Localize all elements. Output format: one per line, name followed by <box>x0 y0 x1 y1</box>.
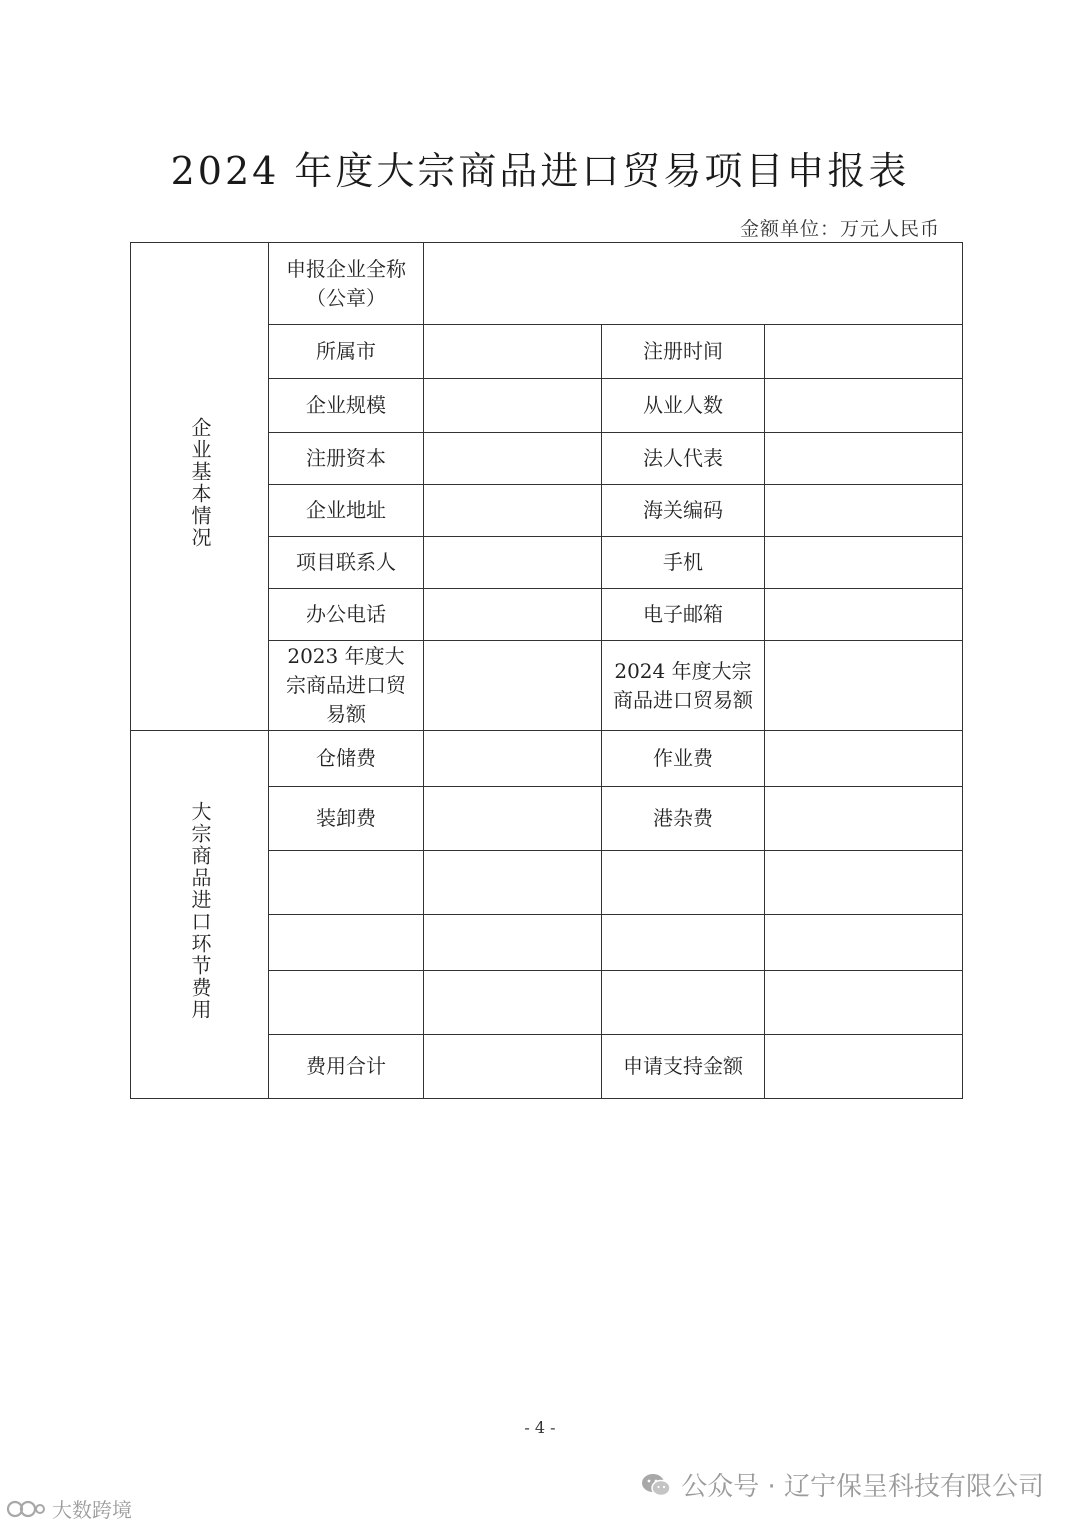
company-name-label-cell <box>269 243 424 325</box>
operation-fee-field[interactable] <box>765 731 963 787</box>
trade-2023-field[interactable] <box>424 641 602 731</box>
trade-2024-label: 2024 年度大宗商品进口贸易额 <box>613 658 753 712</box>
loading-fee-field[interactable] <box>424 787 602 851</box>
project-contact-field[interactable] <box>424 537 602 589</box>
wechat-icon <box>641 1472 671 1498</box>
project-contact-label: 项目联系人 <box>269 537 424 589</box>
storage-fee-label: 仓储费 <box>269 731 424 787</box>
blank-field[interactable] <box>424 971 602 1035</box>
blank-field[interactable] <box>765 915 963 971</box>
section-basic-info-cell <box>131 243 269 731</box>
company-name-field[interactable] <box>424 243 963 325</box>
legal-representative-label: 法人代表 <box>602 433 765 485</box>
total-fees-label: 费用合计 <box>269 1035 424 1099</box>
company-scale-label: 企业规模 <box>269 379 424 433</box>
blank-label-cell[interactable] <box>269 915 424 971</box>
total-fees-field[interactable] <box>424 1035 602 1099</box>
amount-unit-note: 金额单位：万元人民币 <box>739 218 940 240</box>
company-name-label: 申报企业全称（公章） <box>286 256 406 310</box>
company-scale-field[interactable] <box>424 379 602 433</box>
form-title: 2024 年度大宗商品进口贸易项目申报表 <box>170 149 910 193</box>
table-row <box>131 243 963 325</box>
section-fees-label: 大宗商品进口环节费用 <box>188 800 212 1021</box>
blank-label-cell[interactable] <box>602 915 765 971</box>
email-label: 电子邮箱 <box>602 589 765 641</box>
port-misc-fee-label: 港杂费 <box>602 787 765 851</box>
blank-label-cell[interactable] <box>602 851 765 915</box>
blank-label-cell[interactable] <box>269 851 424 915</box>
application-form-table <box>130 242 963 1099</box>
blank-field[interactable] <box>424 915 602 971</box>
watermark-left-text: 大数跨境 <box>52 1498 132 1522</box>
office-phone-label: 办公电话 <box>269 589 424 641</box>
watermark-right <box>641 1466 1044 1503</box>
blank-label-cell[interactable] <box>269 971 424 1035</box>
registered-capital-field[interactable] <box>424 433 602 485</box>
registration-date-label: 注册时间 <box>602 325 765 379</box>
requested-support-field[interactable] <box>765 1035 963 1099</box>
blank-field[interactable] <box>765 971 963 1035</box>
company-address-label: 企业地址 <box>269 485 424 537</box>
operation-fee-label: 作业费 <box>602 731 765 787</box>
employee-count-field[interactable] <box>765 379 963 433</box>
company-address-field[interactable] <box>424 485 602 537</box>
watermark-left <box>6 1494 132 1523</box>
port-misc-fee-field[interactable] <box>765 787 963 851</box>
blank-label-cell[interactable] <box>602 971 765 1035</box>
table-row <box>131 731 963 787</box>
mobile-field[interactable] <box>765 537 963 589</box>
city-field[interactable] <box>424 325 602 379</box>
section-basic-info-label: 企业基本情况 <box>188 416 212 549</box>
email-field[interactable] <box>765 589 963 641</box>
section-fees-cell <box>131 731 269 1099</box>
city-label: 所属市 <box>269 325 424 379</box>
trade-2024-label-cell <box>602 641 765 731</box>
employee-count-label: 从业人数 <box>602 379 765 433</box>
office-phone-field[interactable] <box>424 589 602 641</box>
watermark-right-text: 公众号 · 辽宁保呈科技有限公司 <box>681 1472 1044 1502</box>
blank-field[interactable] <box>765 851 963 915</box>
loading-fee-label: 装卸费 <box>269 787 424 851</box>
trade-2023-label-cell <box>269 641 424 731</box>
registered-capital-label: 注册资本 <box>269 433 424 485</box>
mobile-label: 手机 <box>602 537 765 589</box>
storage-fee-field[interactable] <box>424 731 602 787</box>
blank-field[interactable] <box>424 851 602 915</box>
trade-2023-label: 2023 年度大宗商品进口贸易额 <box>286 644 406 726</box>
customs-code-field[interactable] <box>765 485 963 537</box>
registration-date-field[interactable] <box>765 325 963 379</box>
requested-support-label: 申请支持金额 <box>602 1035 765 1099</box>
legal-representative-field[interactable] <box>765 433 963 485</box>
trade-2024-field[interactable] <box>765 641 963 731</box>
brand-logo-icon <box>6 1498 46 1520</box>
customs-code-label: 海关编码 <box>602 485 765 537</box>
page-number: - 4 - <box>524 1418 556 1437</box>
